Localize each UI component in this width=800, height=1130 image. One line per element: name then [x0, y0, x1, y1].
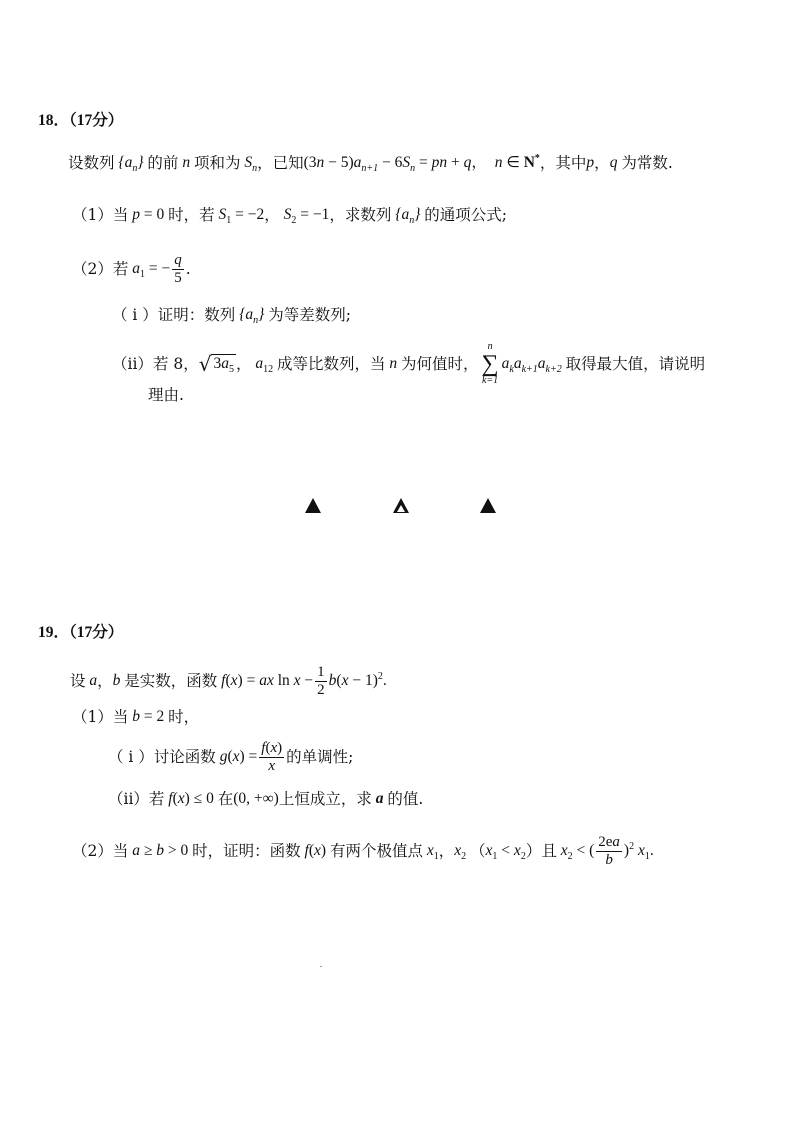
fraction-q-over-5: $\frac{q}{5}$ [174, 252, 182, 286]
summation-symbol: n ∑ k=1 [481, 341, 499, 386]
scan-speck [320, 966, 322, 967]
math-seq-an: $\{a_n\}$ [114, 154, 148, 175]
math-function-f: f(x) = ax ln x − [217, 671, 314, 689]
q19-part1: （1）当 b = 2 时， [72, 708, 200, 726]
q19-part1-ii: （ii）若 f(x) ≤ 0 在 (0, +∞) 上恒成立，求 a 的值. [108, 790, 424, 808]
q18-part2: （2）若 $a_1$ = − $\frac{q}{5}$ . [72, 252, 191, 286]
fraction-2ea-over-b: $\frac{2ea}{b}$ [598, 834, 620, 868]
triangle-icon [393, 498, 409, 513]
triangle-icon [480, 498, 496, 513]
q18-part1: （1）当 p = 0 时，若 $S_1 = -2$ ， $S_2 = -1$ ，求数列 $\{a_n\}$ 的通项公式; [72, 206, 508, 227]
q18-part2-ii: （ii）若 8， √ $3a_5$ ， $a_{12}$ 成等比数列，当 n 为何值时， n ∑ k=1 $a_ka_{k+1}a_{k+2}$ 取得最大值，请说明 [112, 341, 706, 386]
q19-part2: （2）当 a ≥ b > 0 时，证明：函数 f(x) 有两个极值点 $x_1$ ， $x_2$ （ $x_1 < x_2$ ）且 $x_2$ < ( $\frac{2ea}{b}$ )$^2$ $x_1$. [72, 834, 654, 868]
q19-part1-i: （ i ）讨论函数 g(x) = $\frac{f(x)}{x}$ 的单调性; [108, 740, 354, 774]
sqrt-3a5: √ $3a_5$ [198, 352, 234, 376]
q19-intro: 设 a ， b 是实数，函数 f(x) = ax ln x − $\frac{1}{2}$ $b(x - 1)^2$. [70, 664, 387, 698]
q18-intro: 设数列 $\{a_n\}$ 的前 n 项和为 $S_n$ ，已知 $(3n - 5)a_{n+1} - 6S_n$ = pn + q， n ∈ N* ，其中 p ， q 为常数. [68, 152, 673, 175]
q18-part2-ii-cont: 理由. [148, 386, 184, 404]
q18-heading: 18．（17分） [38, 112, 124, 129]
fraction-fx-over-x: $\frac{f(x)}{x}$ [261, 740, 283, 774]
q19-heading: 19．（17分） [38, 624, 124, 641]
fraction-1-over-2: $\frac{1}{2}$ [317, 664, 325, 698]
math-recurrence: $(3n - 5)a_{n+1} - 6S_n$ = pn + q， n ∈ N* [303, 152, 540, 175]
q18-part2-i: （ i ）证明：数列 $\{a_n\}$ 为等差数列; [112, 306, 351, 327]
triangle-icon [305, 498, 321, 513]
